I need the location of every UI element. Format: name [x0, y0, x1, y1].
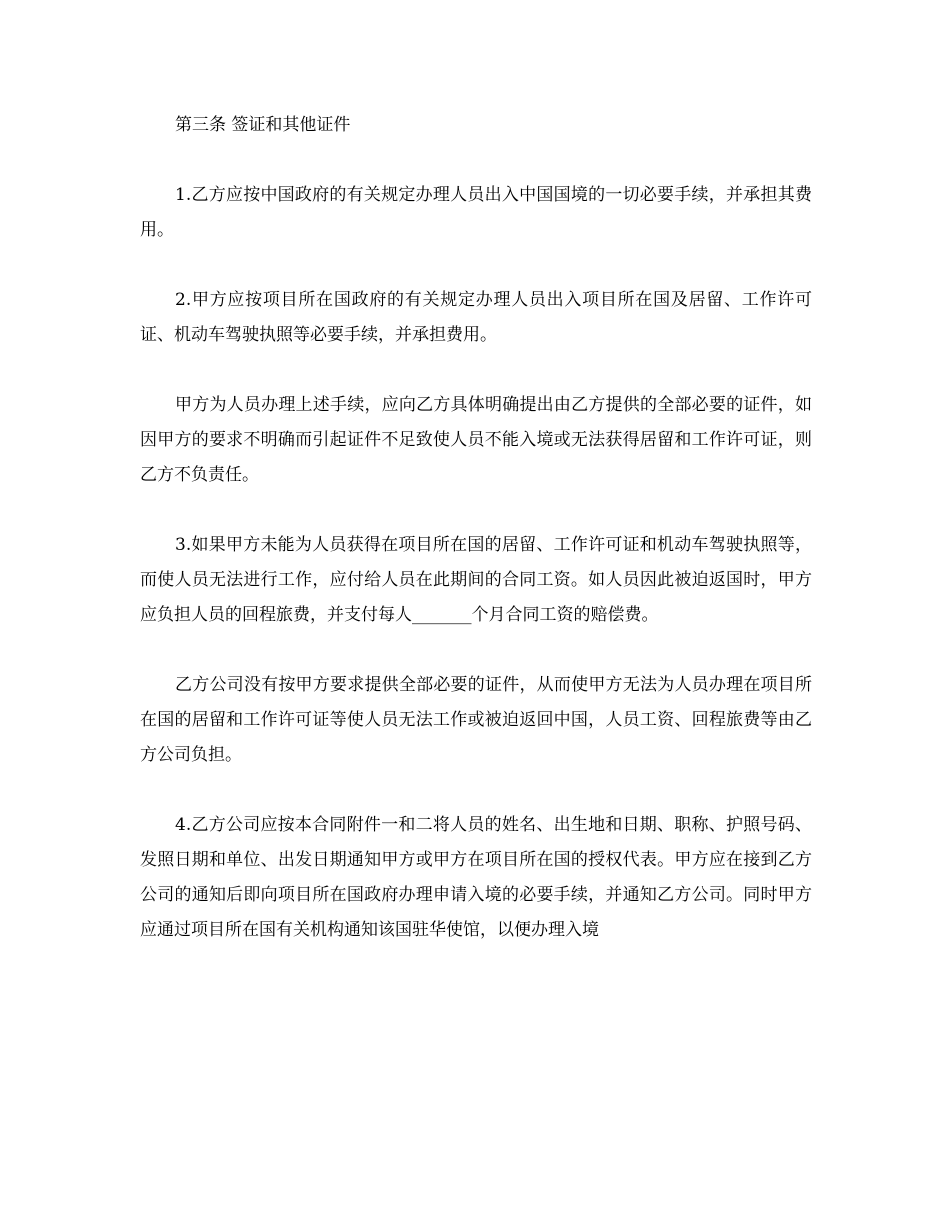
- spacer: [140, 143, 812, 178]
- spacer: [140, 248, 812, 283]
- paragraph-3: 甲方为人员办理上述手续，应向乙方具体明确提出由乙方提供的全部必要的证件，如因甲方的要求不明确而引起证件不足致使人员不能入境或无法获得居留和工作许可证，则乙方不负责任。: [140, 395, 812, 485]
- paragraph-1: 1.乙方应按中国政府的有关规定办理人员出入中国国境的一切必要手续，并承担其费用。: [140, 185, 812, 240]
- paragraph-6: 4.乙方公司应按本合同附件一和二将人员的姓名、出生地和日期、职称、护照号码、发照日期和单位、出发日期通知甲方或甲方在项目所在国的授权代表。甲方应在接到乙方公司的通知后即向项目所在国政府办理申请入境的必要手续，并通知乙方公司。同时甲方应通过项目所在国有关机构通知该国驻华使馆，以便办理入境: [140, 815, 812, 940]
- spacer: [140, 633, 812, 668]
- paragraph-2: 2.甲方应按项目所在国政府的有关规定办理人员出入项目所在国及居留、工作许可证、机动车驾驶执照等必要手续，并承担费用。: [140, 290, 812, 345]
- spacer: [140, 493, 812, 528]
- document-body: [140, 108, 812, 948]
- paragraph-5: 乙方公司没有按甲方要求提供全部必要的证件，从而使甲方无法为人员办理在项目所在国的居留和工作许可证等使人员无法工作或被迫返回中国，人员工资、回程旅费等由乙方公司负担。: [140, 675, 812, 765]
- spacer: [140, 353, 812, 388]
- article-heading: 第三条 签证和其他证件: [175, 115, 351, 135]
- spacer: [140, 773, 812, 808]
- paragraph-4: 3.如果甲方未能为人员获得在项目所在国的居留、工作许可证和机动车驾驶执照等，而使人员无法进行工作，应付给人员在此期间的合同工资。如人员因此被迫返国时，甲方应负担人员的回程旅费，并支付每人_______个月合同工资的赔偿费。: [140, 535, 812, 625]
